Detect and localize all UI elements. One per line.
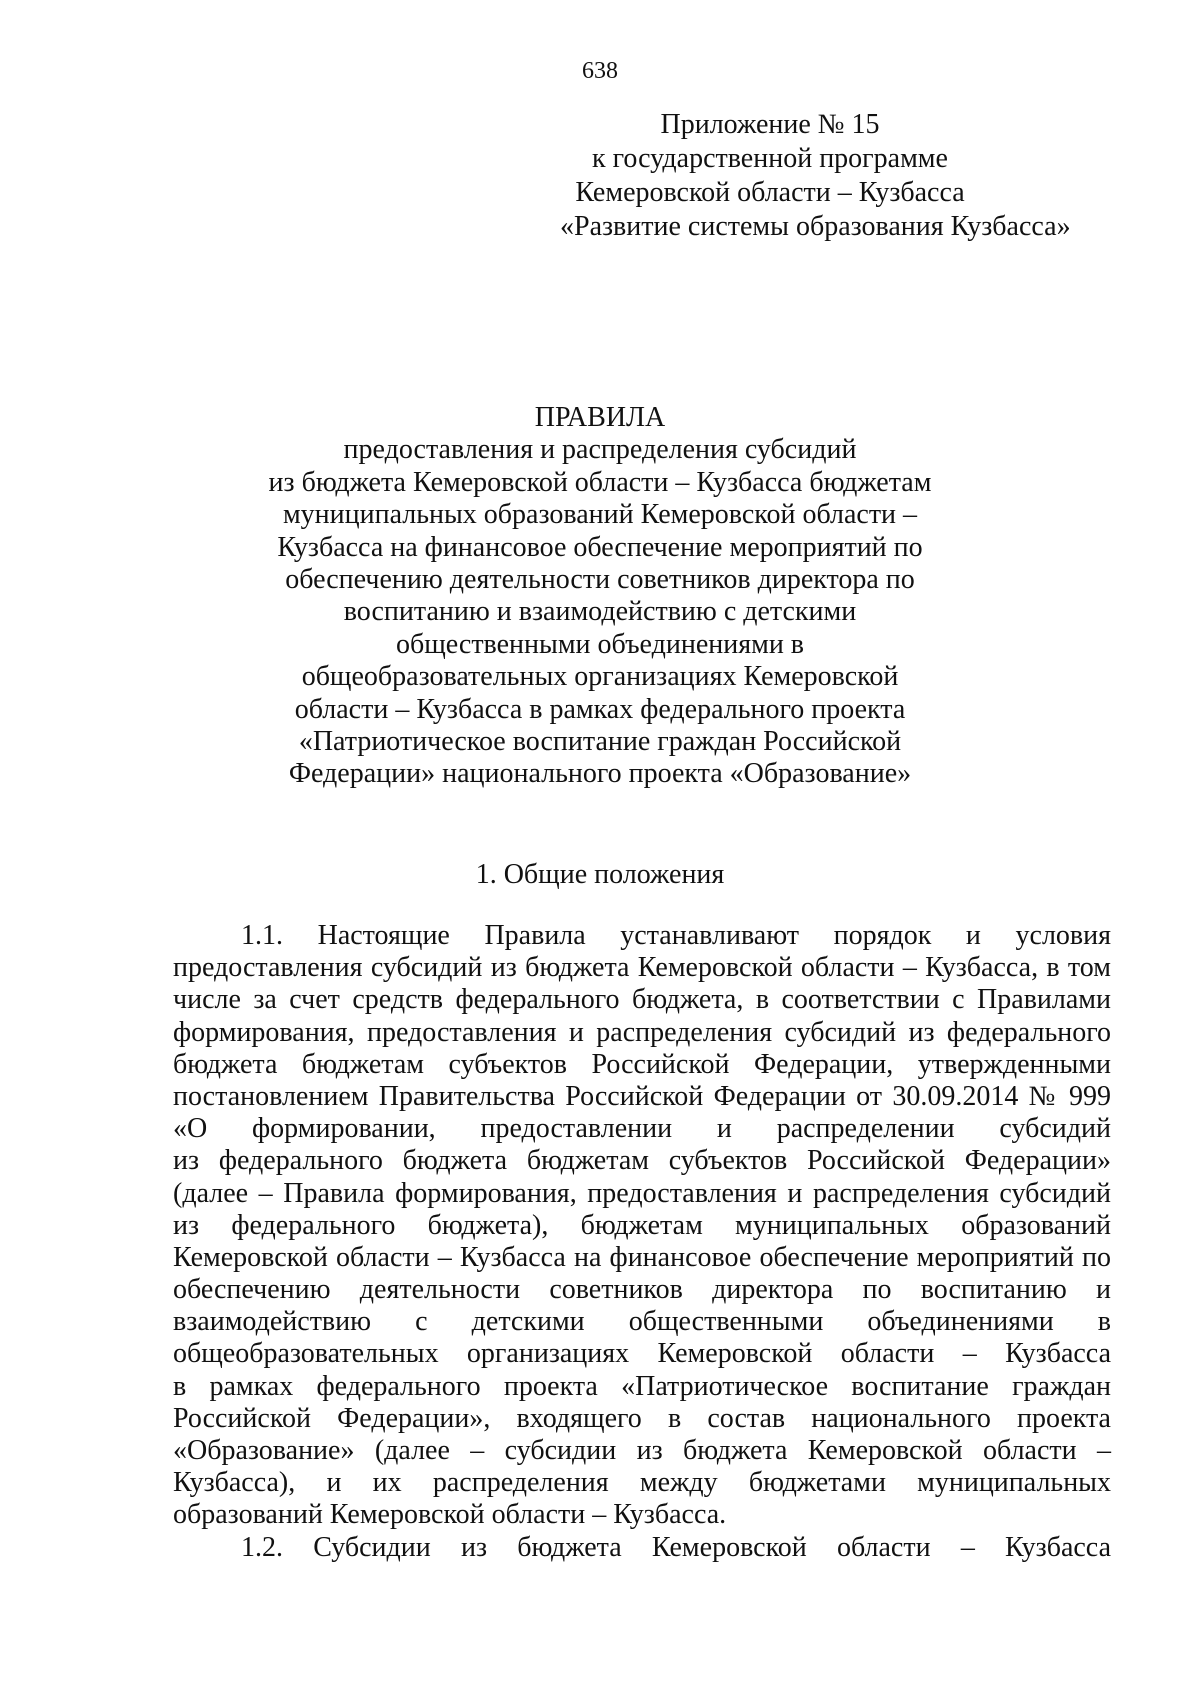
paragraph-line: взаимодействию с детскими общественными объединениями в — [173, 1306, 1111, 1338]
page-number: 638 — [582, 58, 618, 84]
appendix-line: Кемеровской области – Кузбасса — [575, 177, 965, 208]
paragraph-line: (далее – Правила формирования, предоставления и распределения субсидий — [173, 1177, 1111, 1209]
rules-subtitle-line: Федерации» национального проекта «Образование» — [288, 758, 912, 790]
paragraph-line: числе за счет средств федерального бюджета, в соответствии с Правилами — [173, 984, 1111, 1016]
appendix-line: к государственной программе — [592, 143, 948, 174]
rules-subtitle-line: муниципальных образований Кемеровской области – — [282, 499, 918, 531]
appendix-line: «Развитие системы образования Кузбасса» — [560, 211, 1071, 242]
rules-subtitle-line: обеспечению деятельности советников директора по — [285, 564, 915, 596]
paragraph-line: предоставления субсидий из бюджета Кемеровской области – Кузбасса, в том — [173, 952, 1111, 984]
paragraph-line: Кемеровской области – Кузбасса на финансовое обеспечение мероприятий по — [173, 1241, 1111, 1273]
paragraph-line: 1.1. Настоящие Правила устанавливают порядок и условия — [241, 920, 1111, 951]
rules-subtitle-line: воспитанию и взаимодействию с детскими — [343, 596, 857, 628]
rules-subtitle-line: из бюджета Кемеровской области – Кузбасса бюджетам — [268, 466, 932, 498]
rules-subtitle-line: общественными объединениями в — [395, 628, 805, 660]
rules-subtitle-line: общеобразовательных организациях Кемеровской — [301, 661, 899, 693]
section-heading: 1. Общие положения — [475, 859, 725, 890]
paragraph-line: Российской Федерации», входящего в состав национального проекта — [173, 1402, 1111, 1434]
body-text — [173, 920, 1111, 1564]
paragraph-line: образований Кемеровской области – Кузбасса. — [173, 1499, 727, 1531]
paragraph-line: в рамках федерального проекта «Патриотическое воспитание граждан — [173, 1370, 1111, 1402]
rules-subtitle-line: предоставления и распределения субсидий — [343, 434, 857, 466]
paragraph-line: Кузбасса), и их распределения между бюджетами муниципальных — [173, 1467, 1111, 1499]
appendix-block — [560, 108, 1071, 244]
paragraph-line: постановлением Правительства Российской Федерации от 30.09.2014 № 999 — [173, 1080, 1111, 1112]
paragraph-line: обеспечению деятельности советников директора по воспитанию и — [173, 1274, 1111, 1306]
paragraph-1-1 — [173, 920, 1111, 1532]
rules-heading: ПРАВИЛА — [534, 402, 666, 433]
rules-subtitle-line: «Патриотическое воспитание граждан Российской — [298, 726, 902, 758]
paragraph-line: из федерального бюджета), бюджетам муниципальных образований — [173, 1209, 1111, 1241]
rules-subtitle-line: области – Кузбасса в рамках федерального проекта — [294, 693, 906, 725]
paragraph-line: «О формировании, предоставлении и распределении субсидий — [173, 1113, 1111, 1145]
paragraph-1-2 — [173, 1532, 1111, 1564]
paragraph-line: общеобразовательных организациях Кемеровской области – Кузбасса — [173, 1338, 1111, 1370]
paragraph-line: 1.2. Субсидии из бюджета Кемеровской области – Кузбасса — [241, 1531, 1111, 1563]
paragraph-line: из федерального бюджета бюджетам субъектов Российской Федерации» — [173, 1145, 1111, 1177]
appendix-line: Приложение № 15 — [660, 109, 880, 140]
paragraph-line: формирования, предоставления и распределения субсидий из федерального — [173, 1016, 1111, 1048]
rules-title-block — [170, 402, 1030, 791]
paragraph-line: бюджета бюджетам субъектов Российской Федерации, утвержденными — [173, 1048, 1111, 1080]
paragraph-line: «Образование» (далее – субсидии из бюджета Кемеровской области – — [173, 1435, 1111, 1466]
rules-subtitle-line: Кузбасса на финансовое обеспечение мероприятий по — [277, 531, 923, 563]
